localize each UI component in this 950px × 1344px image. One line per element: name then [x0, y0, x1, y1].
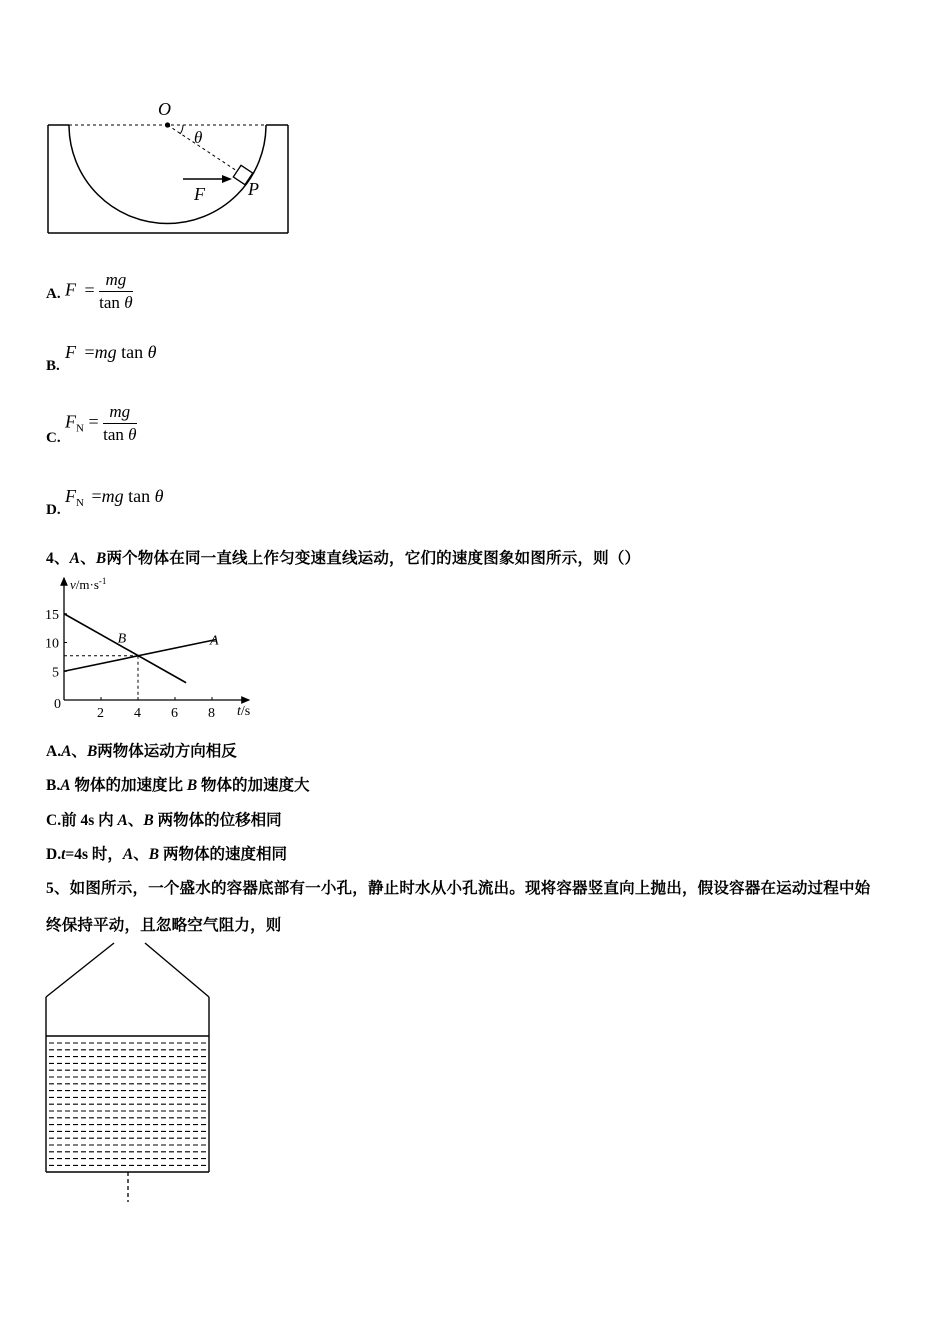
- label-P: P: [248, 179, 259, 199]
- x-tick-label: 6: [171, 706, 178, 721]
- origin-label: 0: [54, 697, 61, 712]
- series-line-A: [64, 640, 216, 672]
- option-d-lhs-sub: N: [76, 497, 84, 509]
- option-a[interactable]: A. F = $\frac{mg}{\text{tan θ}}$: [46, 270, 133, 312]
- q5-stem-line2: 终保持平动，且忽略空气阻力，则: [46, 917, 282, 934]
- series-label-B: B: [117, 631, 127, 647]
- option-c-num: mg: [103, 402, 136, 424]
- option-b-lhs: F: [65, 342, 76, 362]
- q4-option-a[interactable]: A.A、B两物体运动方向相反: [46, 743, 237, 760]
- y-tick-label: 10: [45, 636, 59, 652]
- option-c-den-var: θ: [128, 425, 137, 444]
- option-c-lhs: F: [65, 411, 76, 432]
- q5-stem-line1: 5、如图所示，一个盛水的容器底部有一小孔，静止时水从小孔流出。现将容器竖直向上抛出，假设容器在运动过程中始: [46, 880, 871, 897]
- x-tick-label: 2: [97, 706, 104, 721]
- container-figure: [40, 940, 220, 1205]
- q4-option-c[interactable]: C.前 4s 内 A、B 两物体的位移相同: [46, 812, 282, 829]
- x-tick-label: 4: [134, 706, 141, 721]
- option-b[interactable]: B. F =mg tan θ: [46, 342, 157, 374]
- option-d[interactable]: D. $F_N =mg$ tan θ: [46, 486, 164, 518]
- option-a-den-var: θ: [124, 293, 133, 312]
- label-O: O: [158, 99, 171, 119]
- x-tick-label: 8: [208, 706, 215, 721]
- option-a-label: A.: [46, 286, 61, 302]
- option-c-label: C.: [46, 430, 61, 446]
- option-d-var: θ: [154, 486, 164, 506]
- option-d-label: D.: [46, 502, 61, 518]
- label-F: F: [194, 184, 205, 204]
- option-c-den-fn: tan: [103, 425, 124, 444]
- series-line-B: [64, 614, 186, 683]
- option-d-mg: mg: [101, 486, 124, 506]
- label-theta: θ: [194, 128, 203, 147]
- q4-option-d[interactable]: D.t=4s 时，A、B 两物体的速度相同: [46, 846, 287, 863]
- y-axis-label: $v/m\cdot s^{-1}$: [70, 576, 107, 592]
- option-a-den-fn: tan: [99, 293, 120, 312]
- option-b-label: B.: [46, 358, 60, 374]
- y-tick-label: 5: [52, 665, 59, 681]
- option-b-mg: mg: [94, 342, 117, 362]
- option-d-fn: tan: [128, 486, 151, 506]
- q4-stem: 4、A、B两个物体在同一直线上作匀变速直线运动，它们的速度图象如图所示，则（）: [46, 550, 641, 567]
- q4-option-b[interactable]: B.A 物体的加速度比 B 物体的加速度大: [46, 777, 310, 794]
- option-a-lhs: F: [65, 279, 76, 300]
- series-label-A: A: [210, 633, 219, 649]
- bowl-figure: [40, 95, 300, 240]
- option-b-var: θ: [147, 342, 157, 362]
- option-b-fn: tan: [121, 342, 144, 362]
- option-c[interactable]: C. $F_N$ = $\frac{mg}{\text{tan θ}}$: [46, 402, 137, 446]
- option-c-lhs-sub: N: [76, 422, 84, 435]
- option-a-num: mg: [99, 270, 132, 292]
- y-tick-label: 15: [45, 607, 59, 623]
- velocity-time-chart: [44, 574, 264, 724]
- option-d-lhs: F: [65, 486, 76, 506]
- x-axis-label: t/s: [237, 704, 251, 719]
